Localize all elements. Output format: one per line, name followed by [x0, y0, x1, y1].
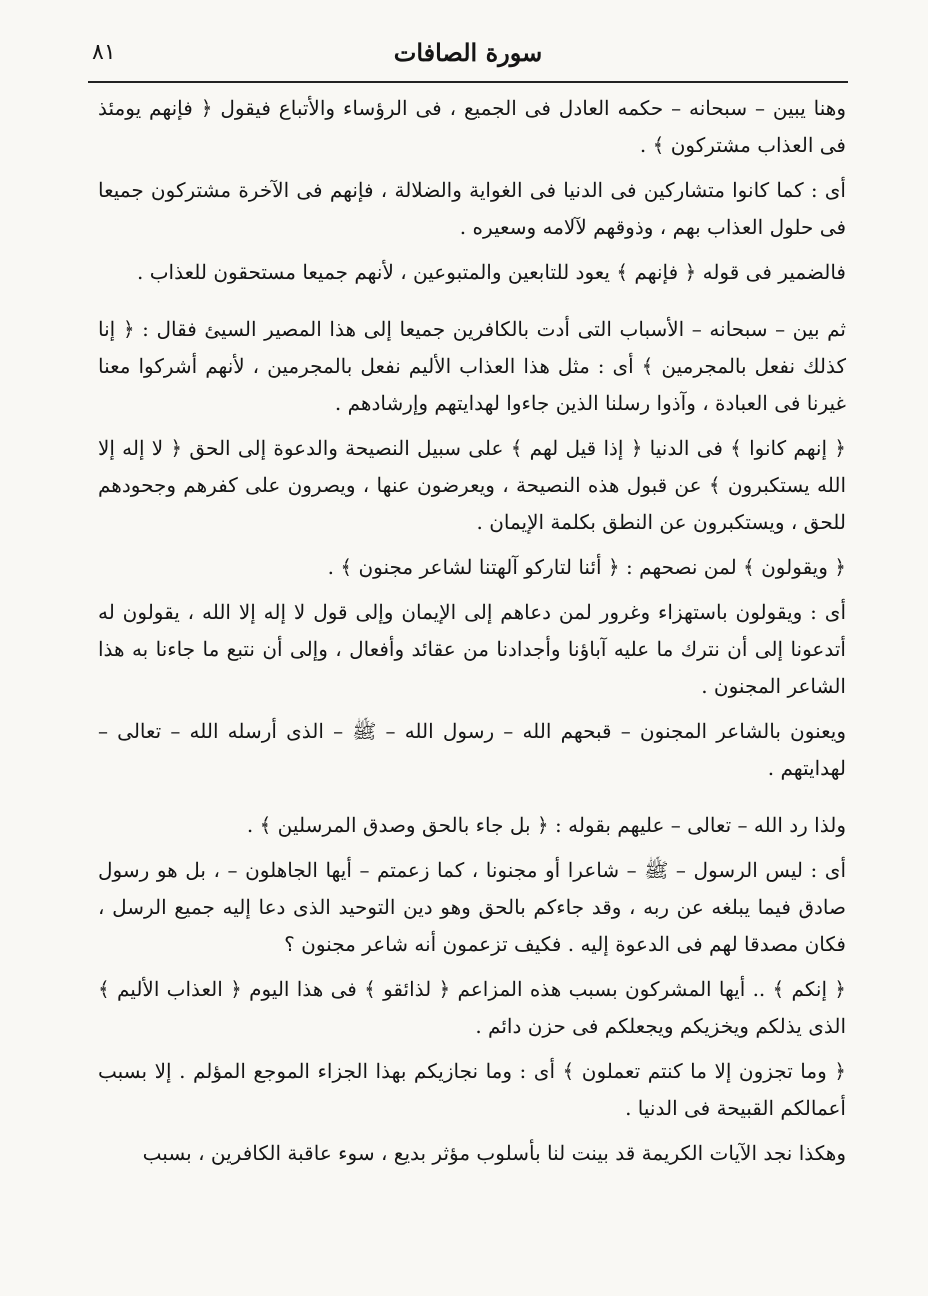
- paragraph: ويعنون بالشاعر المجنون – قبحهم الله – رسول الله – ﷺ – الذى أرسله الله – تعالى – لهدايتهم .: [98, 719, 846, 780]
- paragraph: ﴿ ويقولون ﴾ لمن نصحهم : ﴿ أئنا لتاركو آلهتنا لشاعر مجنون ﴾ .: [327, 555, 846, 579]
- page-header: [88, 36, 848, 80]
- paragraph: ﴿ وما تجزون إلا ما كنتم تعملون ﴾ أى : وما نجازيكم بهذا الجزاء الموجع المؤلم . إلا بسبب أعمالكم القبيحة فى الدنيا .: [98, 1059, 846, 1120]
- paragraph: وهنا يبين – سبحانه – حكمه العادل فى الجميع ، فى الرؤساء والأتباع فيقول ﴿ فإنهم يومئذ فى العذاب مشتركون ﴾ .: [98, 96, 846, 157]
- paragraph: أى : كما كانوا متشاركين فى الدنيا فى الغواية والضلالة ، فإنهم فى الآخرة مشتركون جميعا فى حلول العذاب بهم ، وذوقهم لآلامه وسعيره .: [98, 178, 846, 239]
- paragraph: ثم بين – سبحانه – الأسباب التى أدت بالكافرين جميعا إلى هذا المصير السيئ فقال : ﴿ إنا كذلك نفعل بالمجرمين ﴾ أى : مثل هذا العذاب الأليم نفعل بالمجرمين ، لأنهم أشركوا معنا غيرنا فى العبادة ، وآذوا رسلنا الذين جاءوا لهدايتهم وإرشادهم .: [98, 317, 846, 415]
- paragraph: أى : ليس الرسول – ﷺ – شاعرا أو مجنونا ، كما زعمتم – أيها الجاهلون – ، بل هو رسول صادق فيما يبلغه عن ربه ، وقد جاءكم بالحق وهو دين التوحيد الذى دعا إليه جميع الرسل ، فكان مصدقا لهم فى الدعوة إليه . فكيف تزعمون أنه شاعر مجنون ؟: [98, 858, 846, 956]
- paragraph: ﴿ إنهم كانوا ﴾ فى الدنيا ﴿ إذا قيل لهم ﴾ على سبيل النصيحة والدعوة إلى الحق ﴿ لا إله إلا الله يستكبرون ﴾ عن قبول هذه النصيحة ، ويعرضون عنها ، ويصرون على كفرهم وجحودهم للحق ، ويستكبرون عن النطق بكلمة الإيمان .: [98, 436, 846, 534]
- page-title: سورة الصافات: [393, 38, 543, 67]
- body-text: [98, 90, 846, 1172]
- header-rule: [88, 81, 848, 83]
- paragraph: فالضمير فى قوله ﴿ فإنهم ﴾ يعود للتابعين والمتبوعين ، لأنهم جميعا مستحقون للعذاب .: [137, 260, 846, 284]
- paragraph: أى : ويقولون باستهزاء وغرور لمن دعاهم إلى الإيمان وإلى قول لا إله إلا الله ، يقولون له أتدعونا إلى أن نترك ما عليه آباؤنا وأجدادنا من عقائد وأفعال ، وإلى أن نتبع ما جاءنا به هذا الشاعر المجنون .: [98, 600, 846, 698]
- paragraph: ولذا رد الله – تعالى – عليهم بقوله : ﴿ بل جاء بالحق وصدق المرسلين ﴾ .: [246, 813, 846, 837]
- paragraph: وهكذا نجد الآيات الكريمة قد بينت لنا بأسلوب مؤثر بديع ، سوء عاقبة الكافرين ، بسبب: [142, 1141, 846, 1165]
- page-number: ٨١: [92, 40, 116, 65]
- paragraph: ﴿ إنكم ﴾ .. أيها المشركون بسبب هذه المزاعم ﴿ لذائقو ﴾ فى هذا اليوم ﴿ العذاب الأليم ﴾ الذى يذلكم ويخزيكم ويجعلكم فى حزن دائم .: [98, 977, 846, 1038]
